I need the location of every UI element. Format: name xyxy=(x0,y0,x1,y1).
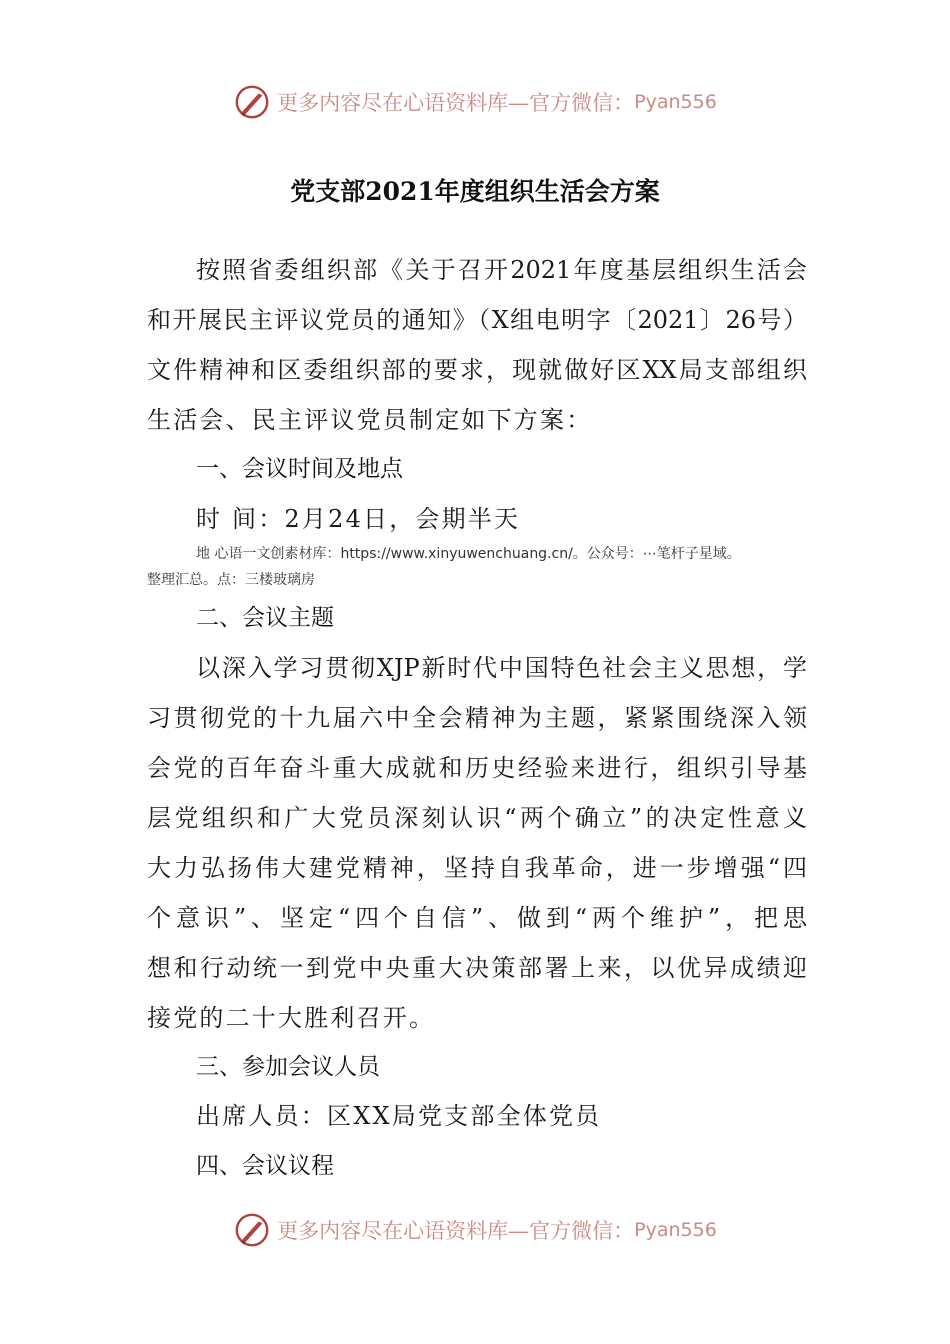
theme-line-5: 大力弘扬伟大建党精神，坚持自我革命，进一步增强“四 xyxy=(147,854,807,882)
theme-line-2: 习贯彻党的十九届六中全会精神为主题，紧紧围绕深入领 xyxy=(147,704,807,732)
theme-line-6: 个意识”、坚定“四个自信”、做到“两个维护”，把思 xyxy=(147,904,807,932)
watermark-banner-bottom xyxy=(0,1210,950,1250)
theme-line-7: 想和行动统一到党中央重大决策部署上来，以优异成绩迎 xyxy=(147,954,807,982)
banner-wechat-id: Pyan556 xyxy=(634,1219,717,1241)
theme-line-8: 接党的二十大胜利召开。 xyxy=(147,1004,436,1032)
attendees-line: 出席人员：区XX局党支部全体党员 xyxy=(196,1102,602,1130)
section-1-heading: 一、会议时间及地点 xyxy=(196,456,403,482)
meeting-place-line-1: 地 心语一文创素材库：https://www.xinyuwenchuang.cn/。公众号：⋯笔杆子星域。 xyxy=(196,546,741,562)
banner-wechat-id: Pyan556 xyxy=(634,91,717,113)
banner-text: 更多内容尽在心语资料库—官方微信： xyxy=(277,1219,635,1243)
pen-logo-icon xyxy=(233,83,271,121)
intro-line-4: 生活会、民主评议党员制定如下方案： xyxy=(147,406,593,434)
document-title: 党支部2021年度组织生活会方案 xyxy=(290,177,660,206)
banner-text: 更多内容尽在心语资料库—官方微信： xyxy=(277,91,635,115)
watermark-banner-top xyxy=(0,82,950,122)
meeting-time-line: 时 间：2月24日，会期半天 xyxy=(196,505,521,533)
section-2-heading: 二、会议主题 xyxy=(196,605,334,631)
meeting-place-line-2: 整理汇总。点：三楼玻璃房 xyxy=(147,572,315,588)
theme-line-4: 层党组织和广大党员深刻认识“两个确立”的决定性意义 xyxy=(147,804,807,832)
section-4-heading: 四、会议议程 xyxy=(196,1153,334,1179)
intro-line-1: 按照省委组织部《关于召开2021年度基层组织生活会 xyxy=(196,256,807,284)
pen-logo-icon xyxy=(233,1211,271,1249)
intro-line-3: 文件精神和区委组织部的要求，现就做好区XX局支部组织 xyxy=(147,356,807,384)
section-3-heading: 三、参加会议人员 xyxy=(196,1054,380,1080)
intro-line-2: 和开展民主评议党员的通知》（X组电明字〔2021〕26号） xyxy=(147,306,807,334)
theme-line-1: 以深入学习贯彻XJP新时代中国特色社会主义思想，学 xyxy=(196,654,807,682)
theme-line-3: 会党的百年奋斗重大成就和历史经验来进行，组织引导基 xyxy=(147,754,807,782)
